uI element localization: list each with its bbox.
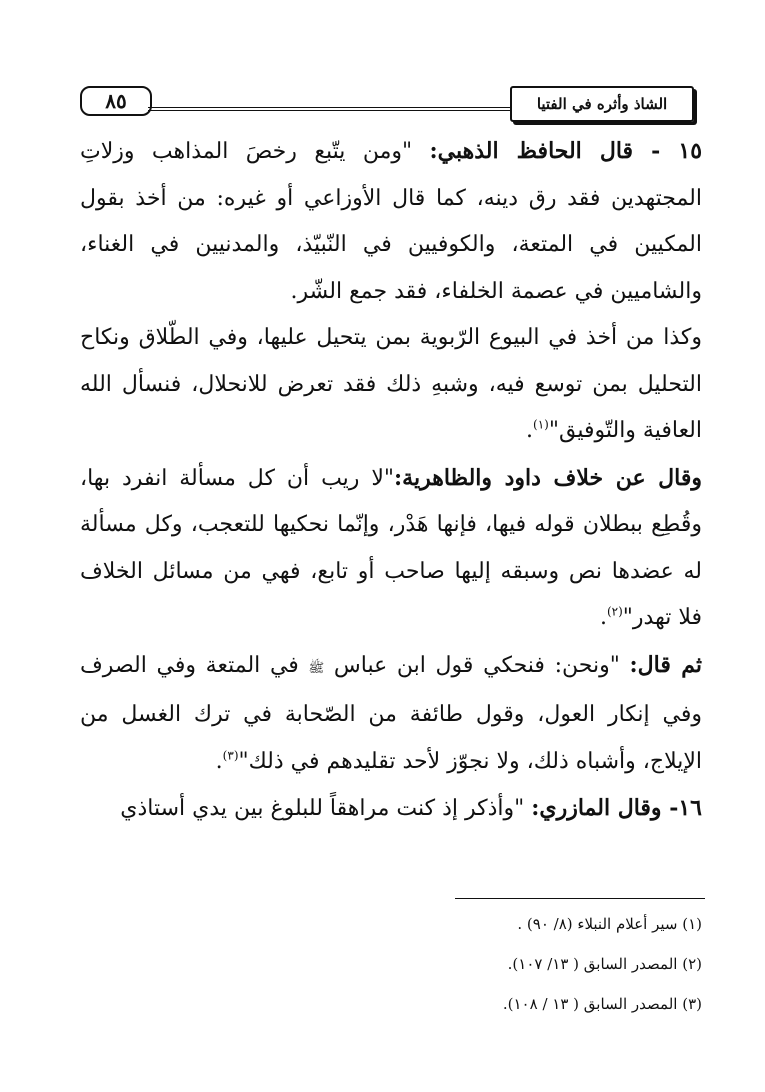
punctuation: . — [215, 748, 223, 774]
running-title-text: الشاذ وأثره في الفتيا — [536, 95, 668, 113]
quote-text: وكذا من أخذ في البيوع الرّبوية بمن يتحيل عليها، وفي الطّلاق ونكاح التحليل بمن توسع فيه، وشبهِ ذلك فقد تعرض للانحلال، فنسأل الله العافية والتّوفيق" — [80, 325, 702, 443]
quote-text: "لا ريب أن كل مسألة انفرد بها، وقُطِع ببطلان قوله فيها، فإنها هَدْر، وإنّما نحكيها للتعجب، وكل مسألة له عضدها نص وسبقه إليها صاحب أو تابع، فهي من مسائل الخلاف فلا تهدر" — [80, 465, 702, 630]
footnote-3: (٣) المصدر السابق ( ١٣ / ١٠٨). — [502, 995, 702, 1013]
footnote-ref-3: (٣) — [222, 748, 239, 763]
running-title — [510, 86, 694, 122]
speaker-lead: ثم قال: — [629, 651, 702, 678]
speaker-lead: وقال المازري: — [531, 795, 662, 821]
paragraph-16 — [80, 785, 702, 833]
footnote-separator — [455, 898, 705, 899]
item-number: ١٦- — [661, 795, 702, 821]
footnote-2: (٢) المصدر السابق ( ١٣/ ١٠٧). — [507, 955, 702, 973]
item-number: ١٥ - — [633, 138, 703, 164]
paragraph-then-said — [80, 642, 702, 786]
footnote-1: (١) سير أعلام النبلاء (٨/ ٩٠) . — [517, 915, 702, 933]
page-number — [80, 86, 152, 116]
punctuation: . — [526, 418, 534, 443]
paragraph-continued — [80, 315, 702, 455]
speaker-lead: قال الحافظ الذهبي: — [429, 138, 634, 164]
footnotes — [80, 904, 702, 1024]
body-text — [80, 128, 702, 833]
header-rule — [148, 107, 510, 111]
page-number-text: ٨٥ — [105, 89, 127, 113]
speaker-lead: وقال عن خلاف داود والظاهرية: — [394, 464, 703, 491]
paragraph-dawud — [80, 455, 702, 642]
paragraph-15 — [80, 128, 702, 315]
quote-text: "ومن يتّبع رخصَ المذاهب وزلاتِ المجتهدين فقد رق دينه، كما قال الأوزاعي أو غيره: من أخذ بقول المكيين في المتعة، والكوفيين في النّبيّذ، والمدنيين في الغناء، والشاميين في عصمة الخلفاء، فقد جمع الشّر. — [80, 139, 702, 304]
honorific-glyph: ﷺ — [308, 660, 325, 676]
quote-text: "وأذكر إذ كنت مراهقاً للبلوغ بين يدي أستاذي — [120, 796, 532, 821]
quote-text: "ونحن: فنحكي قول ابن عباس — [324, 652, 630, 678]
punctuation: . — [599, 605, 607, 630]
footnote-ref-2: (٢) — [606, 604, 623, 619]
quote-text: في المتعة وفي الصرف وفي إنكار العول، وقول طائفة من الصّحابة في ترك الغسل من الإيلاج، وأشباه ذلك، ولا نجوّز لأحد تقليدهم في ذلك" — [80, 652, 702, 774]
footnote-ref-1: (١) — [533, 417, 549, 432]
